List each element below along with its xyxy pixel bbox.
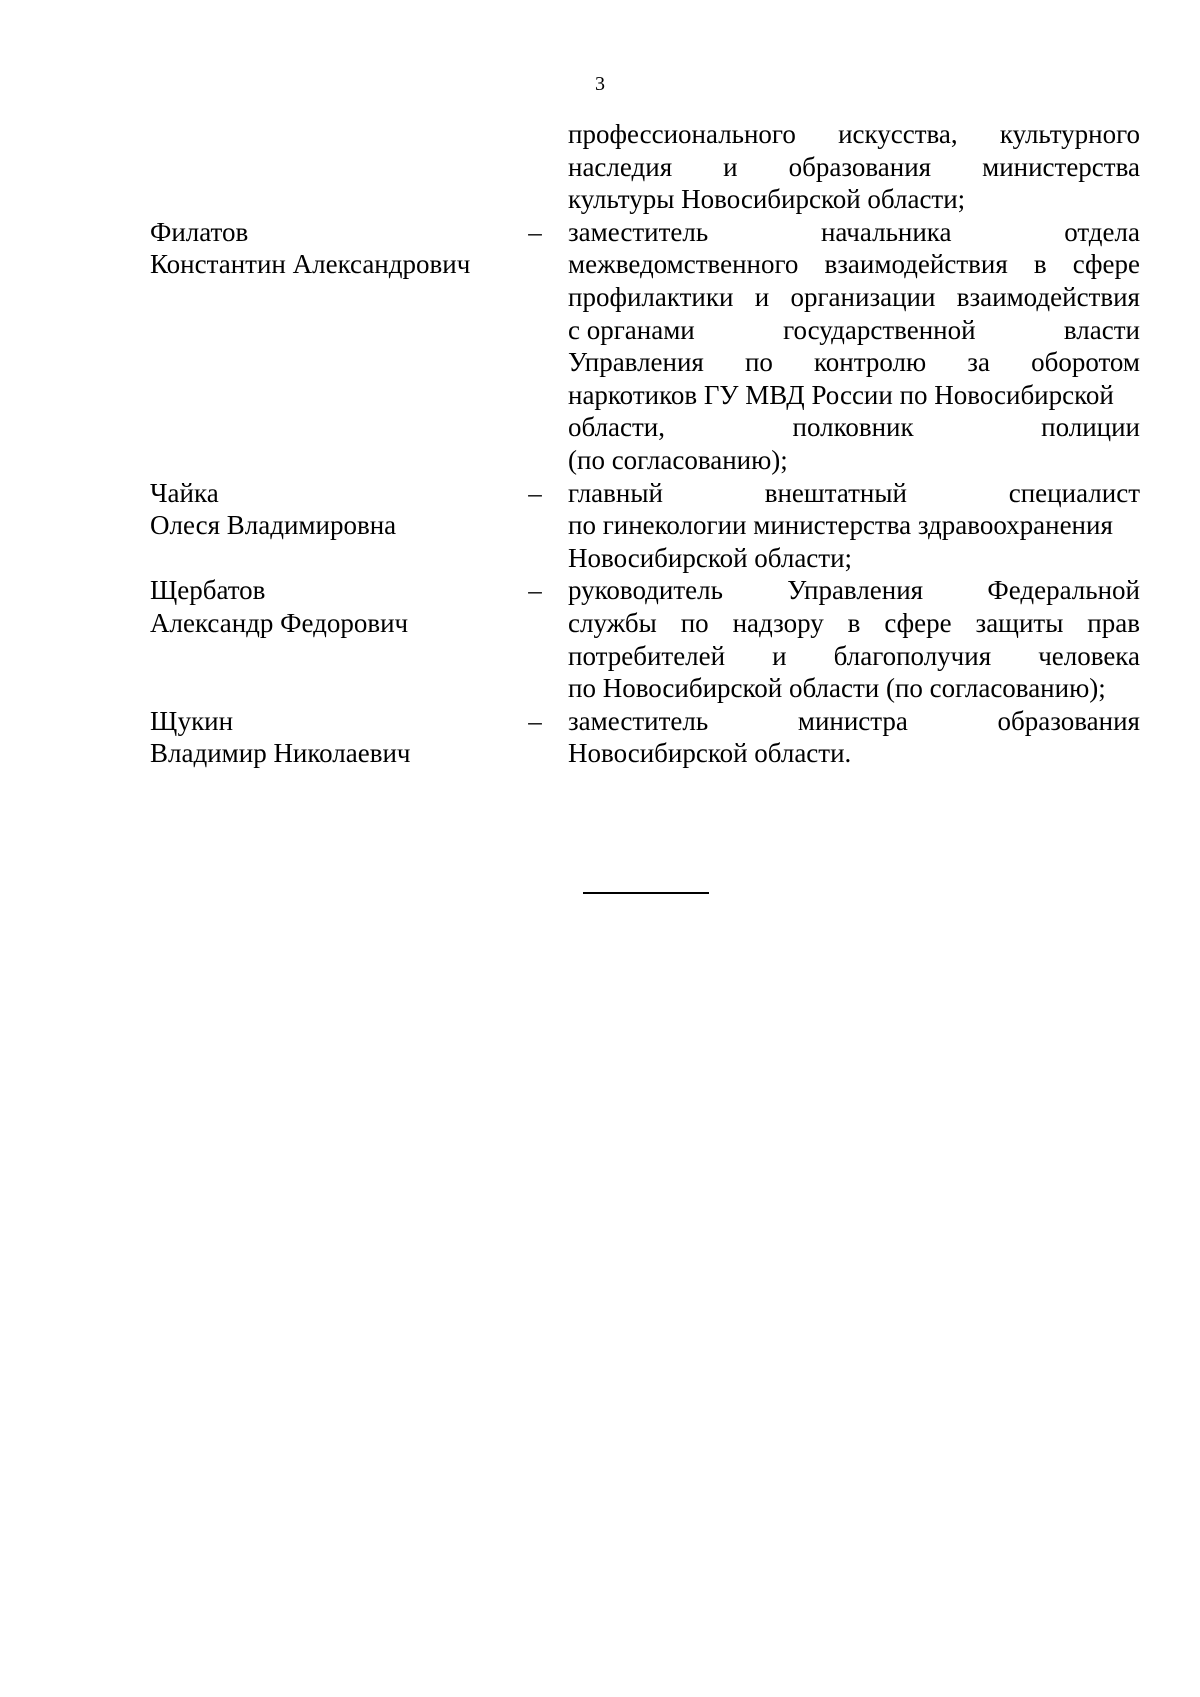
word: полковник (792, 412, 914, 443)
member-position-line (568, 216, 1140, 248)
member-surname: Щукин (150, 705, 234, 736)
word: государственной (783, 314, 976, 345)
word: министерства (982, 151, 1140, 182)
word: сфере (1072, 249, 1140, 280)
member-position-line (568, 672, 1140, 704)
word: (по согласованию); (568, 445, 788, 475)
word: по (744, 347, 773, 378)
word: по (680, 608, 709, 638)
word: с органами (568, 314, 695, 345)
member-given-names: Александр Федорович (150, 608, 409, 638)
member-surname: Чайка (150, 477, 219, 508)
member-position-line (568, 737, 1140, 769)
member-surname: Филатов (150, 216, 249, 247)
member-position-line (568, 509, 1140, 541)
word: межведомственного (568, 249, 799, 280)
word: министра (797, 705, 908, 736)
member-position-line (568, 281, 1140, 313)
word: области, (568, 412, 666, 443)
word: искусства, (838, 119, 958, 149)
member-dash: – (528, 216, 542, 247)
word: заместитель (568, 705, 709, 736)
word: по гинекологии министерства здравоохранения (568, 510, 1113, 541)
member-given-names: Олеся Владимировна (150, 510, 397, 541)
word: службы (568, 608, 657, 638)
member-dash: – (528, 477, 542, 508)
word: внештатный (764, 477, 907, 508)
member-dash: – (528, 575, 542, 606)
word: Новосибирской области. (568, 738, 852, 769)
word: надзору (732, 608, 824, 638)
word: в (847, 608, 861, 638)
member-position-line (568, 477, 1140, 509)
member-position-line (568, 574, 1140, 606)
word: Федеральной (987, 575, 1140, 606)
member-given-names: Владимир Николаевич (150, 738, 411, 769)
word: Новосибирской области; (568, 542, 853, 573)
word: отдела (1064, 216, 1140, 247)
word: благополучия (833, 640, 992, 671)
word: и (723, 151, 738, 182)
word: защиты (975, 608, 1064, 638)
word: полиции (1041, 412, 1140, 443)
word: руководитель (568, 575, 723, 606)
word: оборотом (1031, 347, 1140, 378)
member-position-line (568, 248, 1140, 280)
word: заместитель (568, 216, 709, 247)
word: человека (1038, 640, 1140, 671)
member-position-line (568, 542, 1140, 574)
member-position-line (568, 314, 1140, 346)
end-rule (583, 892, 709, 894)
word: контролю (814, 347, 927, 378)
word: образования (997, 705, 1140, 736)
word: культурного (999, 119, 1140, 149)
member-position-line (568, 705, 1140, 737)
word: профессионального (568, 119, 796, 149)
word: прав (1087, 608, 1140, 638)
member-position-line (568, 379, 1140, 411)
word: и (772, 640, 787, 671)
word: профилактики (568, 282, 734, 312)
word: за (967, 347, 990, 378)
word: в (1033, 249, 1047, 280)
member-position-line (568, 607, 1140, 639)
member-position-line (568, 411, 1140, 443)
member-position-line (568, 444, 1140, 476)
word: потребителей (568, 640, 726, 671)
word: специалист (1008, 477, 1140, 508)
word: Управления (787, 575, 924, 606)
member-given-names: Константин Александрович (150, 249, 471, 280)
word: начальника (820, 216, 952, 247)
word: организации (790, 282, 936, 312)
page-number: 3 (595, 73, 605, 95)
word: Управления (568, 347, 704, 378)
word: наркотиков ГУ МВД России по Новосибирской (568, 379, 1114, 410)
word: и (754, 282, 770, 312)
word: образования (788, 151, 932, 182)
member-position-line (568, 346, 1140, 378)
member-surname: Щербатов (150, 575, 266, 606)
word: наследия (568, 151, 673, 182)
member-position-line (568, 640, 1140, 672)
continuation-line (568, 151, 1140, 183)
member-dash: – (528, 705, 542, 736)
continuation-line (568, 183, 1140, 215)
word: сфере (884, 608, 952, 638)
word: по Новосибирской области (по согласованию); (568, 673, 1106, 704)
word: главный (568, 477, 663, 508)
word: власти (1063, 314, 1140, 345)
word: взаимодействия (956, 282, 1140, 312)
word: взаимодействия (824, 249, 1008, 280)
word: культуры Новосибирской области; (568, 184, 966, 215)
continuation-line (568, 118, 1140, 150)
